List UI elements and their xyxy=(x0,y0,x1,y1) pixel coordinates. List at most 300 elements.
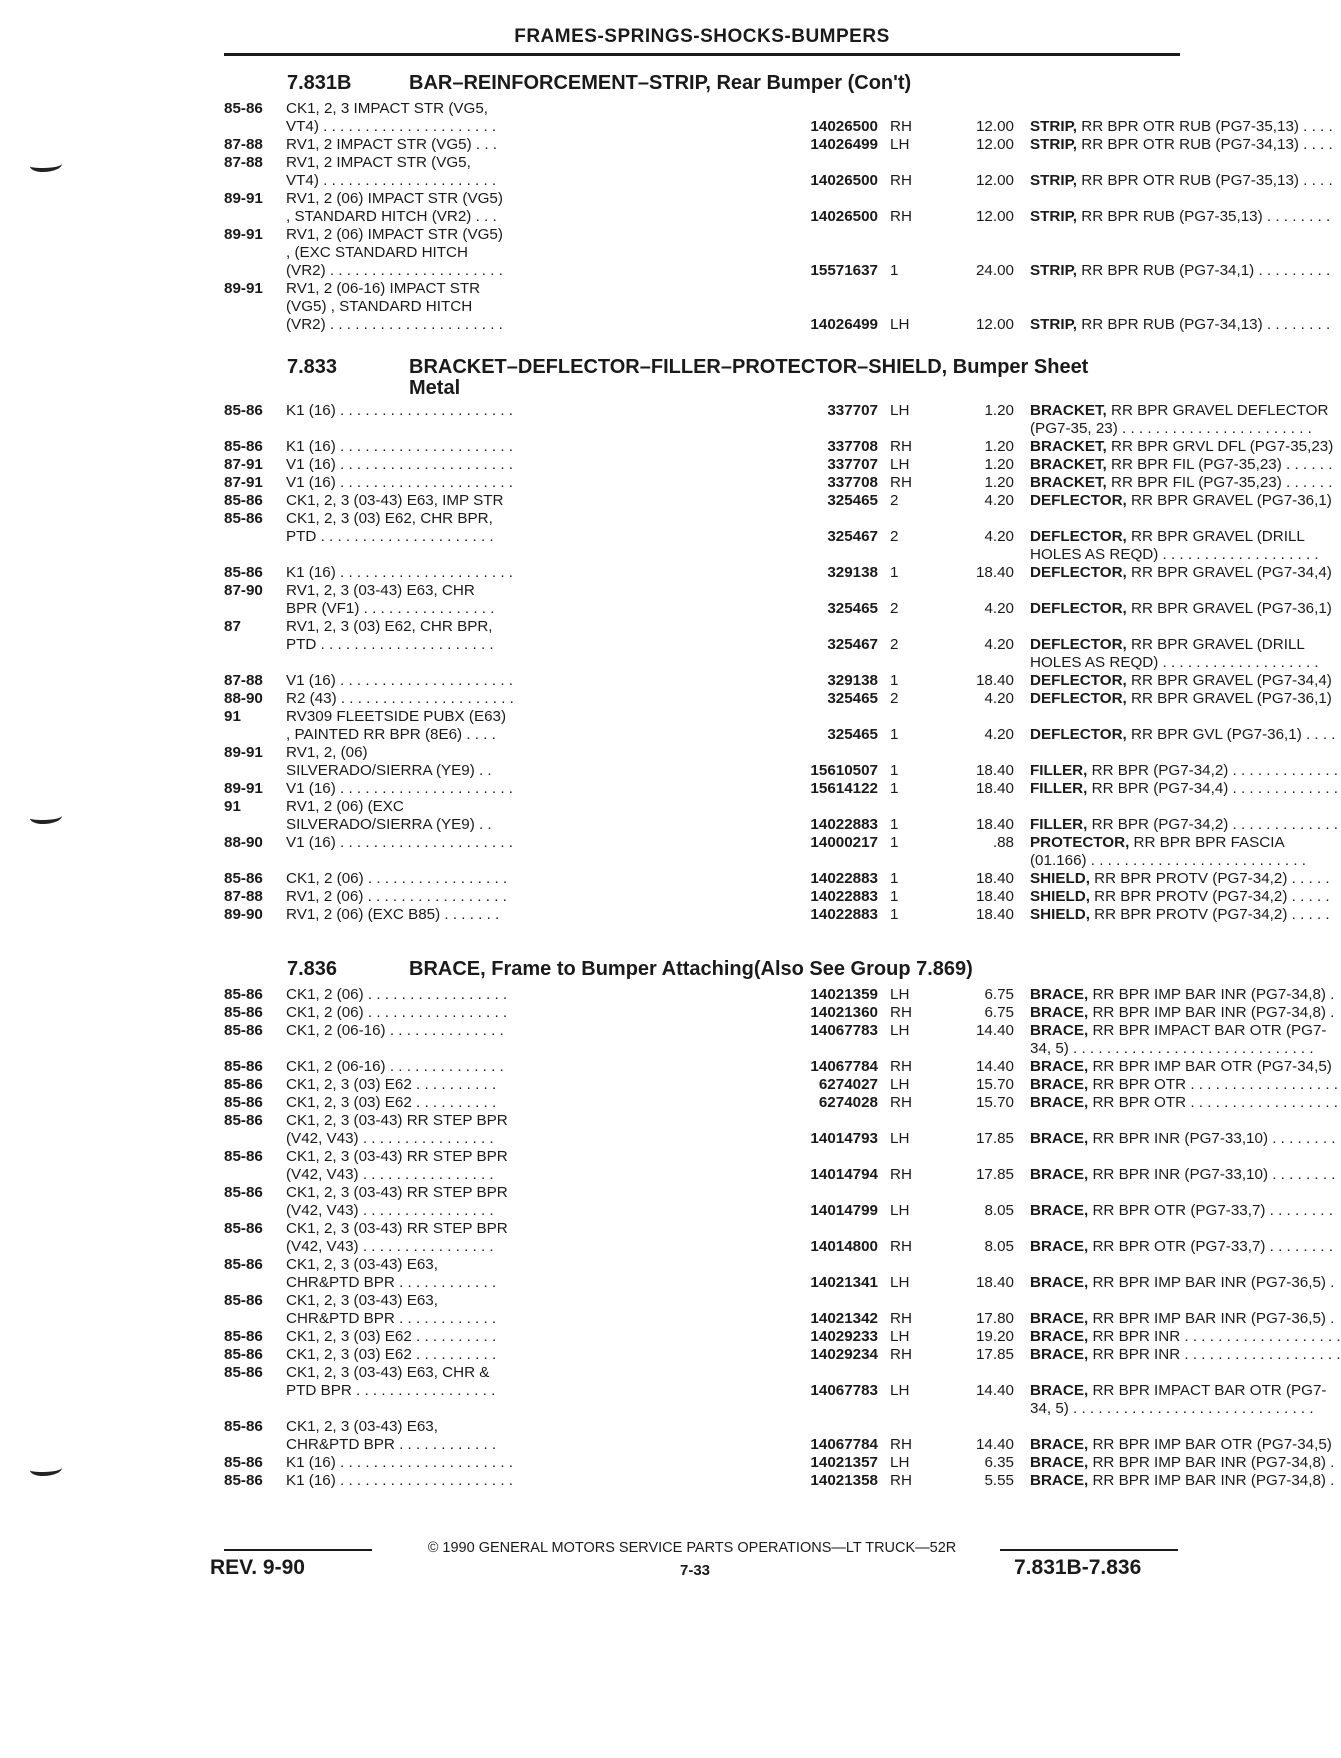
parts-row-line xyxy=(224,780,1339,798)
quantity-side: RH xyxy=(890,1058,912,1075)
quantity-side: RH xyxy=(890,1472,912,1489)
model-year: 87-91 xyxy=(224,474,263,491)
part-name-keyword: STRIP, xyxy=(1030,118,1077,135)
list-price: 15.70 xyxy=(975,1076,1014,1093)
parts-row-line xyxy=(224,906,1330,924)
part-number: 329138 xyxy=(692,564,878,582)
parts-row-line xyxy=(224,1076,1339,1094)
section-number: 7.833 xyxy=(287,356,338,378)
vehicle-application: VT4) . . . . . . . . . . . . . . . . . . . . . xyxy=(286,172,497,189)
model-year: 85-86 xyxy=(224,492,263,509)
part-name-keyword: DEFLECTOR, xyxy=(1030,492,1127,509)
vehicle-application: CK1, 2, 3 (03-43) RR STEP BPR xyxy=(286,1220,508,1237)
part-name-detail: 34, 5) . . . . . . . . . . . . . . . . . . . . . . . . . . . . . xyxy=(1030,1400,1314,1417)
part-name xyxy=(1030,690,1332,708)
part-number: 14014799 xyxy=(692,1202,878,1220)
parts-row-line xyxy=(224,888,1330,906)
model-year: 88-90 xyxy=(224,690,263,707)
list-price: 5.55 xyxy=(984,1472,1014,1489)
part-name-keyword: BRACE, xyxy=(1030,1310,1089,1327)
revision-label: REV. 9-90 xyxy=(210,1556,305,1579)
model-year: 85-86 xyxy=(224,1472,263,1489)
vehicle-application: CK1, 2 (06) . . . . . . . . . . . . . . . . . xyxy=(286,1004,508,1021)
part-name-keyword: SHIELD, xyxy=(1030,870,1090,887)
list-price: 12.00 xyxy=(975,172,1014,189)
parts-row-line xyxy=(224,708,1184,726)
list-price: 18.40 xyxy=(975,906,1014,923)
model-year: 85-86 xyxy=(224,1112,263,1129)
part-number: 325467 xyxy=(692,636,878,654)
part-name-keyword: DEFLECTOR, xyxy=(1030,726,1127,743)
part-number: 325465 xyxy=(692,492,878,510)
part-name-keyword: BRACE, xyxy=(1030,1238,1089,1255)
parts-row-line xyxy=(224,1202,1333,1220)
part-name-keyword: SHIELD, xyxy=(1030,888,1090,905)
part-name-detail: RR BPR GRAVEL DEFLECTOR xyxy=(1106,402,1329,419)
model-year: 85-86 xyxy=(224,1256,263,1273)
vehicle-application: CK1, 2 (06) . . . . . . . . . . . . . . . . . xyxy=(286,870,508,887)
part-number: 14029233 xyxy=(692,1328,878,1346)
part-name-keyword: BRACE, xyxy=(1030,1094,1089,1111)
vehicle-application: V1 (16) . . . . . . . . . . . . . . . . . . . . . xyxy=(286,456,514,473)
part-name-detail: RR BPR (PG7-34,4) . . . . . . . . . . . . . xyxy=(1087,780,1339,797)
part-name-detail: RR BPR OTR (PG7-33,7) . . . . . . . . xyxy=(1088,1202,1333,1219)
vehicle-application: (V42, V43) . . . . . . . . . . . . . . . . xyxy=(286,1238,494,1255)
footer-copyright: © 1990 GENERAL MOTORS SERVICE PARTS OPERATIONS—LT TRUCK—52R xyxy=(427,1540,957,1556)
vehicle-application: CK1, 2, 3 (03-43) E63, xyxy=(286,1418,438,1435)
parts-row-line xyxy=(224,1256,1184,1274)
part-name-detail: 34, 5) . . . . . . . . . . . . . . . . . . . . . . . . . . . . . xyxy=(1030,1040,1314,1057)
parts-row-line xyxy=(224,762,1339,780)
vehicle-application: CK1, 2, 3 (03-43) E63, IMP STR xyxy=(286,492,504,509)
part-number: 14022883 xyxy=(692,888,878,906)
model-year: 85-86 xyxy=(224,1346,263,1363)
part-name-keyword: STRIP, xyxy=(1030,316,1077,333)
parts-row-line xyxy=(224,1364,1184,1382)
part-name-keyword: FILLER, xyxy=(1030,780,1088,797)
list-price: 4.20 xyxy=(984,528,1014,545)
model-year: 87-90 xyxy=(224,582,263,599)
part-number: 14021341 xyxy=(692,1274,878,1292)
part-name xyxy=(1030,1328,1341,1346)
model-year: 85-86 xyxy=(224,438,263,455)
part-name-detail: RR BPR GRAVEL (PG7-36,1) xyxy=(1126,600,1332,617)
part-name-detail: RR BPR IMP BAR INR (PG7-34,8) . xyxy=(1088,1004,1335,1021)
list-price: 14.40 xyxy=(975,1058,1014,1075)
list-price: 18.40 xyxy=(975,888,1014,905)
part-name-keyword: BRACE, xyxy=(1030,1058,1089,1075)
model-year: 85-86 xyxy=(224,564,263,581)
part-name-keyword: BRACE, xyxy=(1030,1454,1089,1471)
part-name xyxy=(1030,1346,1341,1364)
parts-row-line xyxy=(224,190,1184,208)
part-name-keyword: STRIP, xyxy=(1030,208,1077,225)
vehicle-application: CK1, 2, 3 (03) E62 . . . . . . . . . . xyxy=(286,1094,497,1111)
part-name xyxy=(1030,888,1330,906)
quantity-side: 1 xyxy=(890,564,899,581)
vehicle-application: CK1, 2, 3 (03) E62 . . . . . . . . . . xyxy=(286,1328,497,1345)
part-number: 337708 xyxy=(692,438,878,456)
punch-mark xyxy=(30,810,62,824)
parts-row-line xyxy=(224,1310,1335,1328)
part-name xyxy=(1030,1004,1335,1022)
part-name-detail: RR BPR IMP BAR INR (PG7-34,8) . xyxy=(1088,986,1335,1003)
model-year: 85-86 xyxy=(224,402,263,419)
section-heading xyxy=(287,356,1088,397)
parts-row-line xyxy=(224,1148,1184,1166)
model-year: 85-86 xyxy=(224,1004,263,1021)
model-year: 88-90 xyxy=(224,834,263,851)
vehicle-application: BPR (VF1) . . . . . . . . . . . . . . . . xyxy=(286,600,495,617)
part-name-detail: RR BPR PROTV (PG7-34,2) . . . . . xyxy=(1089,870,1330,887)
parts-row-line xyxy=(224,798,1184,816)
vehicle-application: CK1, 2 (06-16) . . . . . . . . . . . . . . xyxy=(286,1058,504,1075)
parts-row-line xyxy=(224,1418,1184,1436)
part-name-detail: RR BPR GRAVEL (PG7-34,4) xyxy=(1126,564,1332,581)
parts-row-line xyxy=(224,456,1333,474)
list-price: 1.20 xyxy=(984,456,1014,473)
part-number: 325465 xyxy=(692,726,878,744)
list-price: 4.20 xyxy=(984,636,1014,653)
part-name-keyword: STRIP, xyxy=(1030,262,1077,279)
part-name-detail: RR BPR IMP BAR INR (PG7-34,8) . xyxy=(1088,1472,1335,1489)
part-name xyxy=(1030,172,1333,190)
list-price: 18.40 xyxy=(975,780,1014,797)
part-name-detail: RR BPR RUB (PG7-35,13) . . . . . . . . xyxy=(1077,208,1331,225)
section-heading xyxy=(287,72,911,95)
list-price: 14.40 xyxy=(975,1022,1014,1039)
vehicle-application: (V42, V43) . . . . . . . . . . . . . . . . xyxy=(286,1166,494,1183)
part-number: 14022883 xyxy=(692,816,878,834)
vehicle-application: CK1, 2, 3 (03-43) E63, xyxy=(286,1256,438,1273)
parts-row-line xyxy=(224,420,1312,438)
part-name-detail: RR BPR IMP BAR INR (PG7-34,8) . xyxy=(1088,1454,1335,1471)
part-number: 14014794 xyxy=(692,1166,878,1184)
part-name xyxy=(1030,1202,1333,1220)
part-name xyxy=(1030,492,1332,510)
parts-row-line xyxy=(224,1472,1335,1490)
list-price: 4.20 xyxy=(984,492,1014,509)
quantity-side: 1 xyxy=(890,870,899,887)
quantity-side: 1 xyxy=(890,672,899,689)
parts-row-line xyxy=(224,1094,1339,1112)
list-price: 15.70 xyxy=(975,1094,1014,1111)
part-name-detail: RR BPR GRVL DFL (PG7-35,23) xyxy=(1106,438,1334,455)
vehicle-application: RV1, 2 (06) (EXC xyxy=(286,798,404,815)
quantity-side: LH xyxy=(890,1274,910,1291)
vehicle-application: CHR&PTD BPR . . . . . . . . . . . . xyxy=(286,1274,497,1291)
part-number: 325465 xyxy=(692,690,878,708)
vehicle-application: SILVERADO/SIERRA (YE9) . . xyxy=(286,816,492,833)
model-year: 85-86 xyxy=(224,1148,263,1165)
part-number: 14067784 xyxy=(692,1058,878,1076)
part-name-detail: RR BPR OTR . . . . . . . . . . . . . . . . . . xyxy=(1088,1076,1339,1093)
quantity-side: 1 xyxy=(890,888,899,905)
part-name-keyword: DEFLECTOR, xyxy=(1030,600,1127,617)
parts-row-line xyxy=(224,492,1332,510)
page-number: 7-33 xyxy=(680,1562,711,1579)
list-price: 1.20 xyxy=(984,438,1014,455)
parts-row-line xyxy=(224,100,1184,118)
model-year: 85-86 xyxy=(224,1292,263,1309)
list-price: 17.80 xyxy=(975,1310,1014,1327)
parts-row-line xyxy=(224,654,1319,672)
part-number: 337707 xyxy=(692,402,878,420)
part-name-detail: RR BPR RUB (PG7-34,1) . . . . . . . . . xyxy=(1077,262,1331,279)
part-name-keyword: PROTECTOR, xyxy=(1030,834,1130,851)
list-price: .88 xyxy=(992,834,1014,851)
vehicle-application: CK1, 2, 3 (03) E62 . . . . . . . . . . xyxy=(286,1076,497,1093)
list-price: 18.40 xyxy=(975,762,1014,779)
footer-rule-left xyxy=(224,1549,372,1551)
list-price: 18.40 xyxy=(975,672,1014,689)
part-name xyxy=(1030,262,1331,280)
part-name-detail: RR BPR GRAVEL (PG7-36,1) xyxy=(1126,492,1332,509)
part-number: 6274028 xyxy=(692,1094,878,1112)
model-year: 85-86 xyxy=(224,1364,263,1381)
part-name-detail: RR BPR FIL (PG7-35,23) . . . . . . xyxy=(1106,474,1333,491)
vehicle-application: V1 (16) . . . . . . . . . . . . . . . . . . . . . xyxy=(286,834,514,851)
part-number: 14026500 xyxy=(692,118,878,136)
quantity-side: LH xyxy=(890,1382,910,1399)
vehicle-application: CK1, 2, 3 (03-43) RR STEP BPR xyxy=(286,1148,508,1165)
part-name xyxy=(1030,118,1333,136)
vehicle-application: V1 (16) . . . . . . . . . . . . . . . . . . . . . xyxy=(286,780,514,797)
parts-row-line xyxy=(224,986,1335,1004)
part-name xyxy=(1030,1130,1336,1148)
quantity-side: LH xyxy=(890,1076,910,1093)
quantity-side: LH xyxy=(890,1454,910,1471)
part-name-detail: HOLES AS REQD) . . . . . . . . . . . . . . . . . . . xyxy=(1030,654,1319,671)
parts-row-line xyxy=(224,316,1331,334)
part-name xyxy=(1030,474,1333,492)
part-name-detail: RR BPR FIL (PG7-35,23) . . . . . . xyxy=(1106,456,1333,473)
quantity-side: RH xyxy=(890,1436,912,1453)
part-name-detail: (01.166) . . . . . . . . . . . . . . . . . . . . . . . . . . xyxy=(1030,852,1306,869)
model-year: 89-90 xyxy=(224,906,263,923)
part-name-keyword: FILLER, xyxy=(1030,816,1088,833)
parts-row-line xyxy=(224,208,1331,226)
model-year: 89-91 xyxy=(224,744,263,761)
quantity-side: RH xyxy=(890,172,912,189)
list-price: 17.85 xyxy=(975,1346,1014,1363)
part-name xyxy=(1030,420,1312,438)
part-number: 14014793 xyxy=(692,1130,878,1148)
part-name-detail: (PG7-35, 23) . . . . . . . . . . . . . . . . . . . . . . . xyxy=(1030,420,1312,437)
parts-row-line xyxy=(224,1022,1327,1040)
vehicle-application: RV1, 2 (06) IMPACT STR (VG5) xyxy=(286,190,503,207)
part-number: 15614122 xyxy=(692,780,878,798)
part-name-keyword: FILLER, xyxy=(1030,762,1088,779)
quantity-side: LH xyxy=(890,136,910,153)
part-name xyxy=(1030,1310,1335,1328)
part-number: 14067784 xyxy=(692,1436,878,1454)
model-year: 87-88 xyxy=(224,888,263,905)
vehicle-application: VT4) . . . . . . . . . . . . . . . . . . . . . xyxy=(286,118,497,135)
parts-row-line xyxy=(224,1130,1336,1148)
list-price: 12.00 xyxy=(975,118,1014,135)
parts-row-line xyxy=(224,1400,1314,1418)
vehicle-application: V1 (16) . . . . . . . . . . . . . . . . . . . . . xyxy=(286,474,514,491)
model-year: 85-86 xyxy=(224,1058,263,1075)
parts-row-line xyxy=(224,1220,1184,1238)
vehicle-application: RV1, 2 (06-16) IMPACT STR xyxy=(286,280,481,297)
punch-mark xyxy=(30,1462,62,1476)
quantity-side: 2 xyxy=(890,690,899,707)
vehicle-application: V1 (16) . . . . . . . . . . . . . . . . . . . . . xyxy=(286,672,514,689)
part-name-detail: RR BPR OTR . . . . . . . . . . . . . . . . . . xyxy=(1088,1094,1339,1111)
part-name-keyword: DEFLECTOR, xyxy=(1030,528,1127,545)
part-name xyxy=(1030,208,1331,226)
quantity-side: 2 xyxy=(890,636,899,653)
quantity-side: RH xyxy=(890,438,912,455)
list-price: 12.00 xyxy=(975,208,1014,225)
part-name-keyword: DEFLECTOR, xyxy=(1030,636,1127,653)
part-name xyxy=(1030,1094,1339,1112)
part-name-keyword: BRACE, xyxy=(1030,1382,1089,1399)
parts-row-line xyxy=(224,1274,1335,1292)
model-year: 87 xyxy=(224,618,241,635)
part-name xyxy=(1030,1058,1332,1076)
part-name-detail: RR BPR OTR RUB (PG7-34,13) . . . . xyxy=(1077,136,1333,153)
list-price: 14.40 xyxy=(975,1382,1014,1399)
part-name-detail: RR BPR OTR RUB (PG7-35,13) . . . . xyxy=(1077,118,1333,135)
parts-row-line xyxy=(224,136,1333,154)
parts-row-line xyxy=(224,1292,1184,1310)
part-name-detail: RR BPR GRAVEL (DRILL xyxy=(1126,528,1305,545)
quantity-side: 1 xyxy=(890,762,899,779)
part-name xyxy=(1030,438,1334,456)
quantity-side: LH xyxy=(890,456,910,473)
parts-row-line xyxy=(224,636,1305,654)
list-price: 1.20 xyxy=(984,474,1014,491)
part-number: 15610507 xyxy=(692,762,878,780)
vehicle-application: RV1, 2, 3 (03-43) E63, CHR xyxy=(286,582,475,599)
quantity-side: RH xyxy=(890,118,912,135)
vehicle-application: RV1, 2 IMPACT STR (VG5) . . . xyxy=(286,136,497,153)
vehicle-application: RV1, 2, (06) xyxy=(286,744,368,761)
part-name xyxy=(1030,1454,1335,1472)
part-name xyxy=(1030,1040,1314,1058)
parts-row-line xyxy=(224,118,1333,136)
part-name-detail: RR BPR IMP BAR OTR (PG7-34,5) xyxy=(1088,1436,1332,1453)
part-name-keyword: BRACE, xyxy=(1030,1436,1089,1453)
parts-row-line xyxy=(224,1166,1336,1184)
part-name-keyword: BRACE, xyxy=(1030,986,1089,1003)
punch-mark xyxy=(30,158,62,172)
part-name xyxy=(1030,546,1319,564)
part-number: 14000217 xyxy=(692,834,878,852)
part-number: 14022883 xyxy=(692,906,878,924)
section-title-continued: Metal xyxy=(409,377,461,399)
parts-row-line xyxy=(224,1238,1333,1256)
vehicle-application: CHR&PTD BPR . . . . . . . . . . . . xyxy=(286,1310,497,1327)
vehicle-application: , PAINTED RR BPR (8E6) . . . . xyxy=(286,726,496,743)
parts-row-line xyxy=(224,1040,1314,1058)
part-name xyxy=(1030,636,1305,654)
quantity-side: RH xyxy=(890,208,912,225)
parts-row-line xyxy=(224,280,1184,298)
vehicle-application: (V42, V43) . . . . . . . . . . . . . . . . xyxy=(286,1130,494,1147)
list-price: 18.40 xyxy=(975,870,1014,887)
part-number: 14014800 xyxy=(692,1238,878,1256)
vehicle-application: RV1, 2, 3 (03) E62, CHR BPR, xyxy=(286,618,493,635)
part-number: 325465 xyxy=(692,600,878,618)
parts-row-line xyxy=(224,672,1332,690)
part-name-keyword: BRACKET, xyxy=(1030,438,1107,455)
part-name xyxy=(1030,1436,1332,1454)
part-number: 14021357 xyxy=(692,1454,878,1472)
part-name-keyword: STRIP, xyxy=(1030,136,1077,153)
part-number: 325467 xyxy=(692,528,878,546)
part-name-detail: RR BPR GRAVEL (PG7-36,1) xyxy=(1126,690,1332,707)
part-name-detail: RR BPR INR . . . . . . . . . . . . . . . . . . . xyxy=(1088,1328,1341,1345)
part-name xyxy=(1030,402,1329,420)
list-price: 18.40 xyxy=(975,1274,1014,1291)
part-name-keyword: DEFLECTOR, xyxy=(1030,564,1127,581)
part-name xyxy=(1030,456,1333,474)
parts-row-line xyxy=(224,1346,1341,1364)
parts-row-line xyxy=(224,1382,1327,1400)
list-price: 4.20 xyxy=(984,600,1014,617)
quantity-side: RH xyxy=(890,1004,912,1021)
vehicle-application: CK1, 2, 3 IMPACT STR (VG5, xyxy=(286,100,488,117)
part-name-detail: RR BPR (PG7-34,2) . . . . . . . . . . . . . xyxy=(1087,762,1339,779)
vehicle-application: CK1, 2 (06) . . . . . . . . . . . . . . . . . xyxy=(286,986,508,1003)
part-name-keyword: STRIP, xyxy=(1030,172,1077,189)
part-name-detail: RR BPR IMP BAR INR (PG7-36,5) . xyxy=(1088,1310,1335,1327)
list-price: 6.75 xyxy=(984,986,1014,1003)
vehicle-application: PTD BPR . . . . . . . . . . . . . . . . . xyxy=(286,1382,496,1399)
part-number: 15571637 xyxy=(692,262,878,280)
quantity-side: 2 xyxy=(890,600,899,617)
list-price: 4.20 xyxy=(984,726,1014,743)
section-heading xyxy=(287,958,973,981)
part-number: 337707 xyxy=(692,456,878,474)
quantity-side: 1 xyxy=(890,726,899,743)
vehicle-application: K1 (16) . . . . . . . . . . . . . . . . . . . . . xyxy=(286,564,514,581)
quantity-side: LH xyxy=(890,1022,910,1039)
list-price: 19.20 xyxy=(975,1328,1014,1345)
part-number: 14026499 xyxy=(692,316,878,334)
section-title: BAR–REINFORCEMENT–STRIP, Rear Bumper (Con't) xyxy=(409,72,912,94)
part-name xyxy=(1030,780,1339,798)
quantity-side: 1 xyxy=(890,906,899,923)
parts-row-line xyxy=(224,298,1184,316)
vehicle-application: CK1, 2, 3 (03-43) RR STEP BPR xyxy=(286,1184,508,1201)
part-name-detail: RR BPR BPR FASCIA xyxy=(1129,834,1285,851)
part-number: 14021358 xyxy=(692,1472,878,1490)
parts-row-line xyxy=(224,510,1184,528)
vehicle-application: RV309 FLEETSIDE PUBX (E63) xyxy=(286,708,507,725)
part-number: 337708 xyxy=(692,474,878,492)
part-name-keyword: BRACE, xyxy=(1030,1022,1089,1039)
quantity-side: LH xyxy=(890,986,910,1003)
vehicle-application: , (EXC STANDARD HITCH xyxy=(286,244,468,261)
part-name-keyword: BRACE, xyxy=(1030,1202,1089,1219)
vehicle-application: CK1, 2, 3 (03) E62 . . . . . . . . . . xyxy=(286,1346,497,1363)
list-price: 17.85 xyxy=(975,1166,1014,1183)
parts-row-line xyxy=(224,690,1332,708)
parts-row-line xyxy=(224,154,1184,172)
parts-row-line xyxy=(224,852,1306,870)
model-year: 89-91 xyxy=(224,780,263,797)
section-number: 7.831B xyxy=(287,72,352,94)
model-year: 85-86 xyxy=(224,1328,263,1345)
part-name-keyword: BRACKET, xyxy=(1030,474,1107,491)
parts-row-line xyxy=(224,834,1285,852)
parts-row-line xyxy=(224,1328,1341,1346)
